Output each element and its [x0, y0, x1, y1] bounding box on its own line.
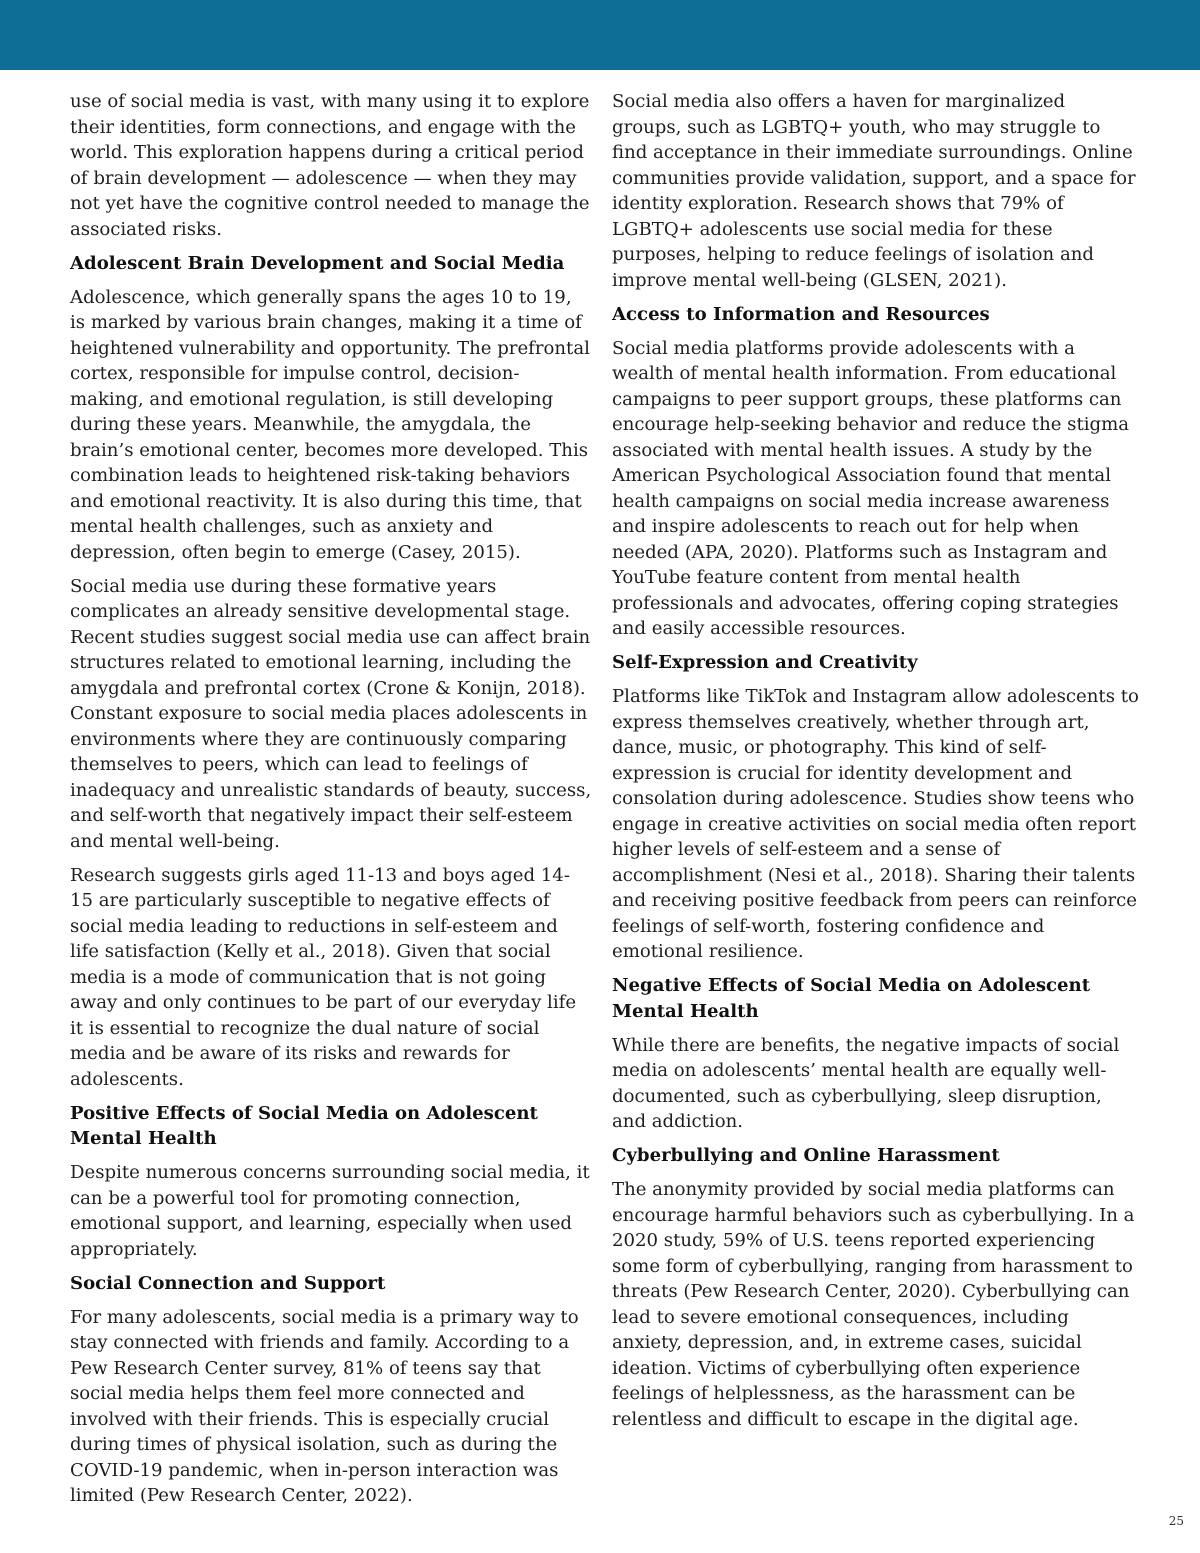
heading-brain-development: Adolescent Brain Development and Social Media [70, 252, 565, 274]
intro-paragraph: use of social media is vast, with many using it to explore their identities, form connections, and engage with the world. This exploration happens during a critical period of brain development — adolescence — when they may not yet have the cognitive control needed to manage the associated risks. [70, 91, 590, 240]
brain-paragraph-3: Research suggests girls aged 11-13 and boys aged 14-15 are particularly susceptible to negative effects of social media leading to reductions in self-esteem and life satisfaction (Kelly et al., 2018). Given that social media is a mode of communication that is not going away and only continues to be part of our everyday life it is essential to recognize the dual nature of social media and be aware of its risks and rewards for adolescents. [70, 864, 577, 1090]
connection-paragraph: For many adolescents, social media is a primary way to stay connected with friends and family. According to a Pew Research Center survey, 81% of teens say that social media helps them feel more connected and involved with their friends. This is especially crucial during times of physical isolation, such as during the COVID-19 pandemic, when in-person interaction was limited (Pew Research Center, 2022). [70, 1306, 579, 1506]
heading-positive-effects: Positive Effects of Social Media on Adolescent Mental Health [70, 1102, 538, 1149]
negative-paragraph: While there are benefits, the negative impacts of social media on adolescents’ mental health are equally well-documented, such as cyberbullying, sleep disruption, and addiction. [612, 1034, 1120, 1132]
brain-paragraph-1: Adolescence, which generally spans the ages 10 to 19, is marked by various brain changes, making it a time of heightened vulnerability and opportunity. The prefrontal cortex, responsible for impulse control, decision-making, and emotional regulation, is still developing during these years. Meanwhile, the amygdala, the brain’s emotional center, becomes more developed. This combination leads to heightened risk-taking behaviors and emotional reactivity. It is also during this time, that mental health challenges, such as anxiety and depression, often begin to emerge (Casey, 2015). [70, 286, 590, 563]
heading-access-information: Access to Information and Resources [612, 303, 990, 325]
heading-self-expression: Self-Expression and Creativity [612, 652, 918, 673]
haven-paragraph: Social media also offers a haven for marginalized groups, such as LGBTQ+ youth, who may struggle to find acceptance in their immediate surroundings. Online communities provide validation, support, and a space for identity exploration. Research shows that 79% of LGBTQ+ adolescents use social media for these purposes, helping to reduce feelings of isolation and improve mental well-being (GLSEN, 2021). [612, 91, 1136, 291]
heading-cyberbullying: Cyberbullying and Online Harassment [612, 1145, 1000, 1166]
left-column [70, 89, 592, 1517]
positive-paragraph: Despite numerous concerns surrounding social media, it can be a powerful tool for promoting connection, emotional support, and learning, especially when used appropriately. [70, 1162, 590, 1260]
brain-paragraph-2: Social media use during these formative years complicates an already sensitive developmental stage. Recent studies suggest social media use can affect brain structures related to emotional learning, including the amygdala and prefrontal cortex (Crone & Konijn, 2018). Constant exposure to social media places adolescents in environments where they are continuously comparing themselves to peers, which can lead to feelings of inadequacy and unrealistic standards of beauty, success, and self-worth that negatively impact their self-esteem and mental well-being. [70, 575, 592, 852]
page-number: 25 [1168, 1514, 1184, 1528]
access-paragraph: Social media platforms provide adolescents with a wealth of mental health information. From educational campaigns to peer support groups, these platforms can encourage help-seeking behavior and reduce the stigma associated with mental health issues. A study by the American Psychological Association found that mental health campaigns on social media increase awareness and inspire adolescents to reach out for help when needed (APA, 2020). Platforms such as Instagram and YouTube feature content from mental health professionals and advocates, offering coping strategies and easily accessible resources. [612, 337, 1130, 639]
heading-social-connection: Social Connection and Support [70, 1272, 386, 1294]
heading-negative-effects: Negative Effects of Social Media on Adolescent Mental Health [612, 975, 1091, 1022]
right-column [612, 89, 1140, 1441]
header-band [0, 0, 1200, 70]
cyberbullying-paragraph: The anonymity provided by social media platforms can encourage harmful behaviors such as cyberbullying. In a 2020 study, 59% of U.S. teens reported experiencing some form of cyberbullying, ranging from harassment to threats (Pew Research Center, 2020). Cyberbullying can lead to severe emotional consequences, including anxiety, depression, and, in extreme cases, suicidal ideation. Victims of cyberbullying often experience feelings of helplessness, as the harassment can be relentless and difficult to escape in the digital age. [612, 1179, 1135, 1430]
creativity-paragraph: Platforms like TikTok and Instagram allow adolescents to express themselves creatively, whether through art, dance, music, or photography. This kind of self-expression is crucial for identity development and consolation during adolescence. Studies show teens who engage in creative activities on social media often report higher levels of self-esteem and a sense of accomplishment (Nesi et al., 2018). Sharing their talents and receiving positive feedback from peers can reinforce feelings of self-worth, fostering confidence and emotional resilience. [612, 686, 1139, 962]
